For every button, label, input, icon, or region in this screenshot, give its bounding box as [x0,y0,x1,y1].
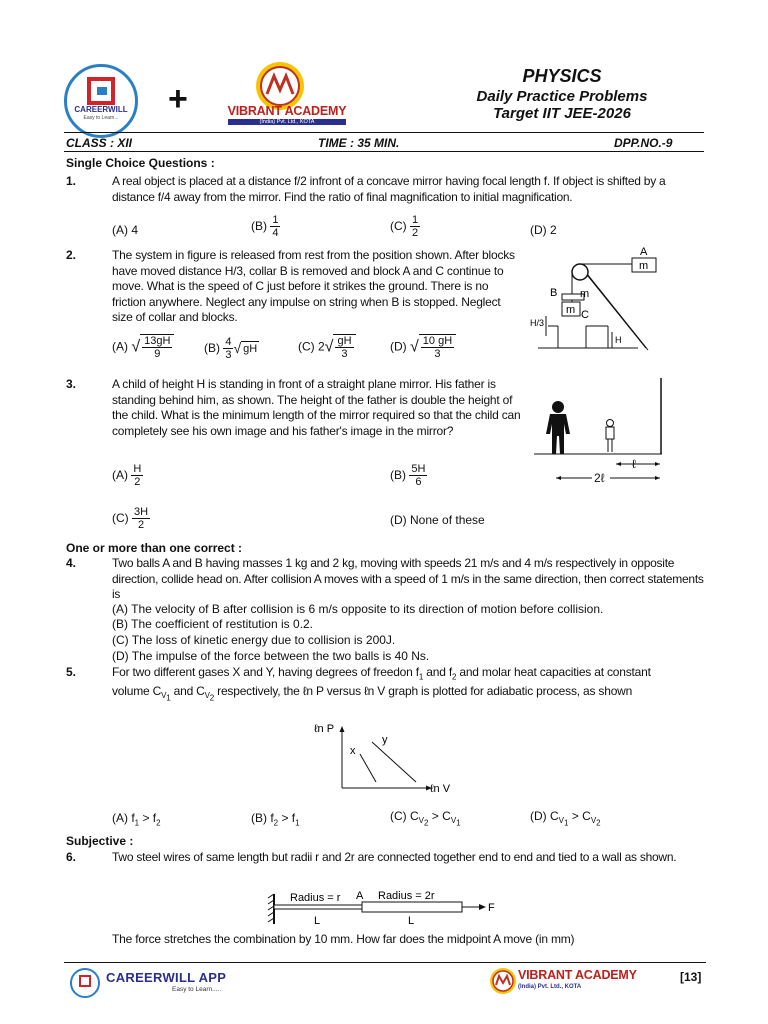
q3-c-frac [132,506,150,531]
q5-graph-xlabel: ℓn V [430,783,451,795]
subject-title: PHYSICS [522,66,602,86]
q5-d1: (D) C [530,809,559,823]
q2-b-frac [223,336,233,361]
q3-option-d: (D) None of these [390,513,485,527]
q2-fig-m2: m [580,288,590,300]
q5-c-i1: 2 [424,818,429,828]
q2-c-num: gH [337,335,352,347]
q5-c2: > C [428,809,451,823]
q1-b-den: 4 [272,227,279,239]
q2-c-den: 3 [341,348,348,360]
class-label: CLASS : XII [66,136,133,150]
footer-logo-icon [72,970,98,996]
child-figure-icon [606,420,614,453]
q5-number: 5. [66,665,77,679]
q5-sv2-idx: 2 [209,693,215,703]
q2-fig-m1: m [639,260,649,272]
q3-text: A child of height H is standing in front of a straight plane mirror. His father is standing behind him, as shown. The height of the father is double the height of the child. What is the minimum length of the mirror required so that the child can completely see his own image and his father's image in the mirror? [112,377,521,438]
page-number: [13] [680,970,702,984]
section-subjective: Subjective : [66,834,134,848]
q2-c-frac [333,334,355,360]
q3-c-den: 2 [137,519,145,531]
q2-d-frac [419,334,456,360]
q4-text: Two balls A and B having masses 1 kg and 2 kg, moving with speeds 21 m/s and 4 m/s respectively in opposite direction, collide head on. After collision A moves with a speed of 1 m/s in the same direction, then correct statements is [112,556,704,601]
q4-option-a: (A) The velocity of B after collision is 6 m/s opposite to its direction of motion before collision. [112,602,604,616]
q1-option-b-frac [270,214,280,239]
careerwill-logo-tag: Easy to Learn... [83,115,119,121]
q3-b-label: (B) [390,468,406,482]
q6-wire-figure [266,884,506,930]
q6-text-2: The force stretches the combination by 10 mm. How far does the midpoint A move (in mm) [112,932,575,946]
q2-fig-m3: m [566,304,576,316]
q1-b-num: 1 [272,214,279,226]
q6-fig-r2: Radius = 2r [378,890,435,902]
q3-c-num: 3H [134,506,149,518]
q5-t1b: and f [423,665,452,679]
q6-fig-L2: L [408,915,415,927]
vibrant-logo [222,60,352,128]
q2-a-num: 13gH [144,335,171,347]
footer-tagline: Easy to Learn..... [172,986,222,993]
dpp-heading: Daily Practice Problems [476,88,648,105]
q1-c-den: 2 [412,227,419,239]
q2-a-den: 9 [154,348,161,360]
careerwill-logo-icon [67,67,135,135]
footer-careerwill-logo [70,968,100,998]
q5-d-i1: 1 [564,818,569,828]
q4-option-c: (C) The loss of kinetic energy due to collision is 200J. [112,633,396,647]
q2-b-label: (B) [204,341,220,355]
q5-c-v2: V [450,816,457,826]
q3-a-num: H [133,463,142,475]
q5-text-line1 [112,665,708,685]
q5-b2: > f [278,811,296,825]
q2-option-d [390,334,456,360]
radical-icon: √ [233,340,242,356]
q2-b-num: 4 [225,336,232,348]
q3-option-a [112,463,143,488]
q5-b-s1: 1 [295,818,300,828]
q5-c1: (C) C [390,809,419,823]
q6-number: 6. [66,850,77,864]
footer-app-name: CAREERWILL APP [106,970,227,985]
q2-fig-H3: H/3 [530,318,545,328]
time-label: TIME : 35 MIN. [318,136,400,150]
q5-t2a: volume C [112,684,162,698]
footer-rule [64,962,706,963]
q3-option-c [112,506,150,531]
q5-option-a [112,811,161,830]
vibrant-logo-text: VIBRANT ACADEMY [227,104,347,118]
q5-graph-y: y [382,734,388,746]
q2-fig-C: C [581,309,589,321]
q5-b1: (B) f [251,811,274,825]
q2-d-label: (D) [390,339,407,354]
q5-t1a: For two different gases X and Y, having degrees of freedon f [112,665,419,679]
q1-option-c-frac [410,214,420,239]
q2-c-label: (C) 2 [298,339,325,354]
q3-a-den: 2 [134,476,141,488]
q6-fig-r1: Radius = r [290,892,341,904]
q5-graph-x: x [350,745,356,757]
dpp-number: DPP.NO.-9 [614,136,673,150]
q5-c-i2: 1 [456,818,461,828]
q3-b-den: 6 [415,476,422,488]
q5-option-c [390,809,461,831]
q2-pulley-figure [528,244,658,364]
q6-text: Two steel wires of same length but radii r and 2r are connected together end to end and tied to a wall as shown. [112,850,677,864]
radical-icon: √ [410,338,419,356]
q2-d-num: 10 gH [422,335,453,347]
q2-number: 2. [66,248,77,262]
q6-fig-L1: L [314,915,321,927]
q3-number: 3. [66,377,77,391]
q1-option-a: (A) 4 [112,223,139,237]
q5-sv1-idx: 1 [166,693,171,703]
q1-option-d: (D) 2 [530,223,557,237]
q5-t2b: and C [170,684,205,698]
q5-b-s2: 2 [273,818,279,828]
q5-d-v2: V [590,816,597,826]
q5-d-i2: 2 [596,818,601,828]
q2-a-frac [140,334,174,360]
q2-b-rad: gH [243,342,258,355]
q5-t2c: respectively, the ℓn P versus ℓn V graph is plotted for adiabatic process, as shown [214,684,633,698]
q3-fig-2l: 2ℓ [594,471,605,485]
q5-a-s2: 2 [156,818,161,828]
q5-option-b [251,811,300,830]
q1-option-c-label: (C) [390,219,407,233]
q2-fig-A: A [640,246,648,258]
q6-fig-F: F [488,902,495,914]
q2-fig-H: H [615,335,622,345]
q5-a-s1: 1 [134,818,140,828]
q5-d-v1: V [558,816,565,826]
q3-c-label: (C) [112,511,129,525]
q3-option-b [390,463,427,488]
q2-option-c [298,334,356,360]
q2-option-b [204,336,259,361]
q2-b-den: 3 [225,349,232,361]
q1-option-c [390,214,420,239]
q5-text-line2 [112,684,708,706]
q5-option-d [530,809,601,831]
careerwill-logo-text: CAREERWILL [74,105,128,114]
q3-fig-l: ℓ [632,457,636,471]
q1-option-b-label: (B) [251,219,267,233]
q4-option-b: (B) The coefficient of restitution is 0.2. [112,617,313,631]
q3-mirror-figure [528,376,668,486]
q5-c-v1: V [418,816,425,826]
footer-brand: VIBRANT ACADEMY [518,968,637,982]
q5-sv1: V [161,691,167,701]
q1-option-b [251,214,280,239]
q5-a2: > f [139,811,157,825]
q2-a-label: (A) [112,339,128,354]
footer-vibrant-emblem-icon [488,966,518,996]
q5-sv2: V [204,691,210,701]
q3-a-frac [131,463,143,488]
q1-c-num: 1 [412,214,419,226]
q1-text: A real object is placed at a distance f/2 infront of a concave mirror having focal length f. If object is shifted by a distance f/4 away from the mirror. Find the ratio of final magnification to initial magnification. [112,174,666,204]
careerwill-logo [64,64,138,138]
q5-a1: (A) f [112,811,135,825]
q1-number: 1. [66,174,77,188]
q2-option-a [112,334,174,360]
q4-number: 4. [66,556,77,570]
q5-s2: 2 [451,672,457,682]
plus-sign: + [168,80,188,118]
radical-icon: √ [324,338,334,356]
q3-a-label: (A) [112,468,128,482]
q2-fig-B: B [550,287,558,299]
q5-graph-ylabel: ℓn P [314,723,335,735]
q5-s1: 1 [418,672,424,682]
q5-adiabatic-graph [310,718,470,798]
q2-text: The system in figure is released from rest from the position shown. After blocks have moved distance H/3, collar B is removed and block A and C continue to move. What is the speed of C just before it strikes the ground. There is no friction anywhere. Neglect any impulse on string when B is stopped. Neglect size of collar and blocks. [112,248,515,324]
q6-fig-A: A [356,890,364,902]
section-multi-correct: One or more than one correct : [66,541,243,555]
q4-option-d: (D) The impulse of the force between the two balls is 40 Ns. [112,649,430,663]
q5-d2: > C [568,809,591,823]
father-figure-icon [546,401,570,454]
q3-b-num: 5H [411,463,426,475]
header-rule-bottom [64,151,704,152]
footer-brand-sub: (India) Pvt. Ltd., KOTA [518,984,582,990]
vibrant-logo-sub: (India) Pvt. Ltd., KOTA [228,119,346,125]
header-rule-top [64,132,704,133]
q5-t1c: and molar heat capacities at constant [456,665,651,679]
section-single-choice: Single Choice Questions : [66,156,215,170]
q2-d-den: 3 [434,348,441,360]
radical-icon: √ [131,338,141,356]
q3-b-frac [409,463,427,488]
target-heading: Target IIT JEE-2026 [493,105,631,122]
